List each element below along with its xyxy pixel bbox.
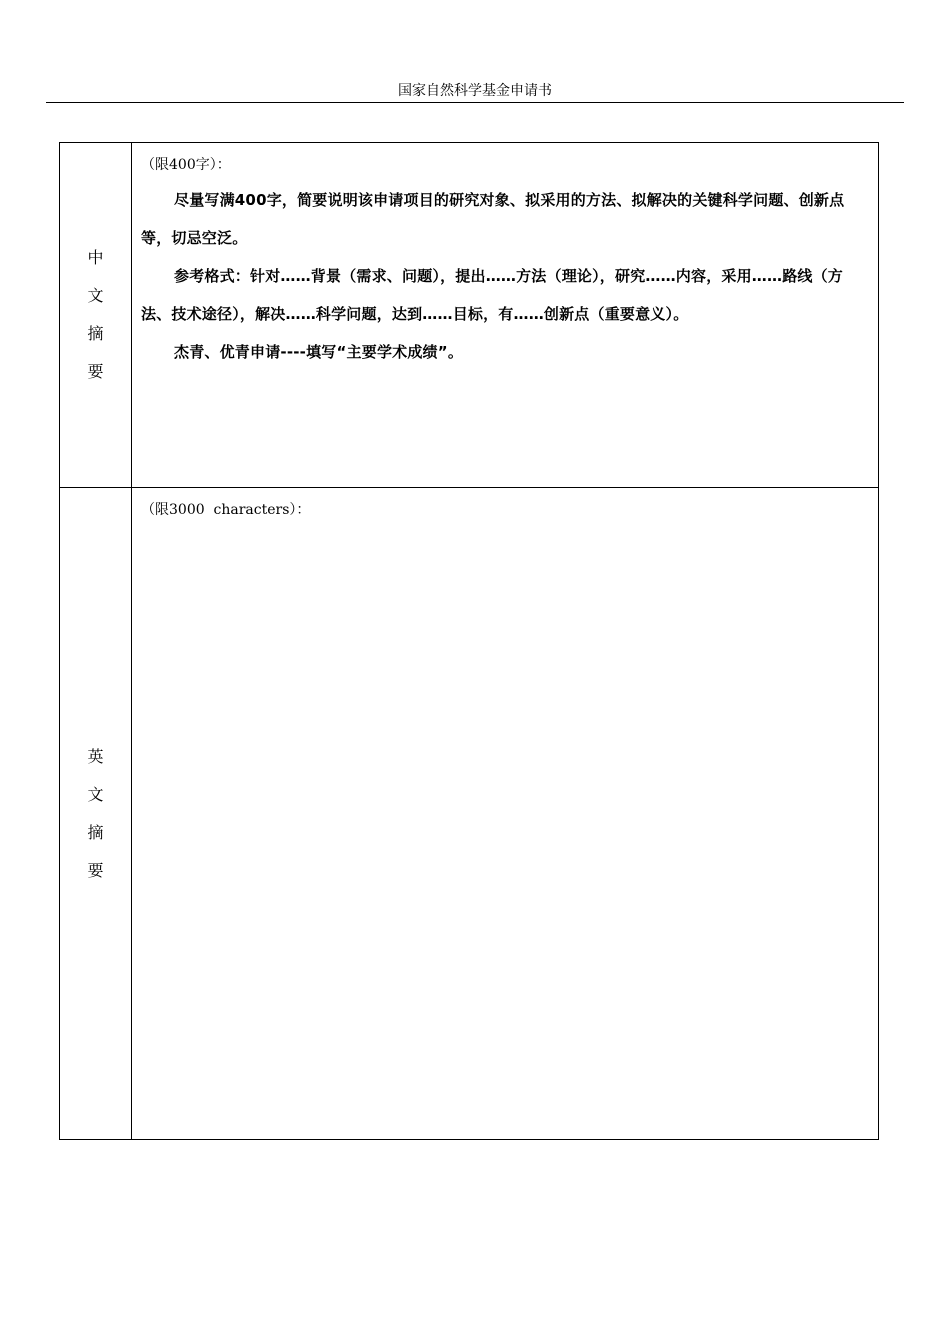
english-abstract-field[interactable] xyxy=(132,488,879,1140)
chinese-abstract-row xyxy=(60,143,879,488)
chinese-abstract-field[interactable] xyxy=(132,143,879,488)
label-char: 摘 xyxy=(87,822,104,842)
label-char: 要 xyxy=(87,860,104,880)
abstract-paragraph: 参考格式：针对……背景（需求、问题），提出……方法（理论），研究……内容，采用……路线（方法、技术途径），解决……科学问题，达到……目标，有……创新点（重要意义）。 xyxy=(141,267,844,323)
english-abstract-label xyxy=(60,488,132,1140)
chinese-abstract-label xyxy=(60,143,132,488)
page-header xyxy=(46,82,904,103)
abstract-form-table xyxy=(59,142,879,1140)
label-char: 摘 xyxy=(87,324,104,344)
abstract-paragraph: 杰青、优青申请----填写“主要学术成绩”。 xyxy=(174,343,464,361)
label-char: 文 xyxy=(87,784,104,804)
english-limit-note: （限3000 characters）： xyxy=(141,502,311,519)
page-header-title: 国家自然科学基金申请书 xyxy=(398,83,552,99)
label-char: 中 xyxy=(87,248,104,268)
label-char: 要 xyxy=(87,362,104,382)
chinese-limit-note: （限400字）： xyxy=(141,157,231,173)
label-char: 文 xyxy=(87,286,104,306)
english-abstract-row xyxy=(60,488,879,1140)
abstract-paragraph: 尽量写满400字，简要说明该申请项目的研究对象、拟采用的方法、拟解决的关键科学问题、创新点等，切忌空泛。 xyxy=(141,191,845,247)
label-char: 英 xyxy=(87,746,104,766)
